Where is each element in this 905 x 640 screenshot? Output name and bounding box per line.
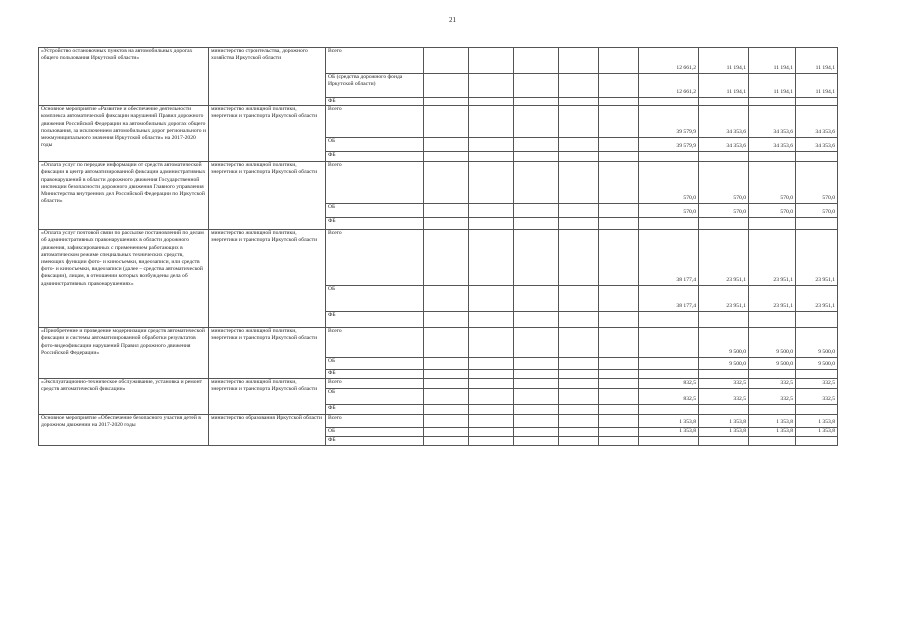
empty-cell <box>469 437 514 445</box>
empty-cell <box>514 98 559 106</box>
amount-cell: 38 177,4 <box>639 286 699 312</box>
amount-cell: 1 353,8 <box>639 415 699 428</box>
empty-cell <box>424 428 469 437</box>
empty-cell <box>514 106 559 138</box>
empty-cell <box>469 230 514 286</box>
empty-cell <box>559 106 599 138</box>
amount-cell: 9 500,0 <box>699 328 749 358</box>
empty-cell <box>559 152 599 162</box>
amount-cell: 570,0 <box>639 162 699 204</box>
empty-cell <box>424 152 469 162</box>
empty-cell <box>424 328 469 358</box>
amount-cell: 11 194,1 <box>796 74 838 98</box>
amount-cell: 34 353,6 <box>796 106 838 138</box>
empty-cell <box>559 328 599 358</box>
table-row <box>39 162 838 204</box>
amount-cell: 9 500,0 <box>749 358 796 370</box>
empty-cell <box>424 204 469 218</box>
funding-source: ФБ <box>326 98 424 106</box>
amount-cell <box>749 405 796 415</box>
amount-cell: 1 353,8 <box>796 415 838 428</box>
funding-source: Всего <box>326 106 424 138</box>
empty-cell <box>424 218 469 230</box>
amount-cell: 23 951,1 <box>749 286 796 312</box>
amount-cell: 570,0 <box>749 162 796 204</box>
empty-cell <box>599 389 639 405</box>
amount-cell: 1 353,8 <box>699 428 749 437</box>
amount-cell <box>796 312 838 328</box>
amount-cell: 23 951,1 <box>699 286 749 312</box>
amount-cell: 1 353,8 <box>749 415 796 428</box>
amount-cell: 570,0 <box>796 162 838 204</box>
amount-cell: 832,5 <box>639 379 699 389</box>
empty-cell <box>559 286 599 312</box>
amount-cell <box>639 358 699 370</box>
amount-cell <box>796 405 838 415</box>
empty-cell <box>559 218 599 230</box>
empty-cell <box>469 152 514 162</box>
empty-cell <box>559 162 599 204</box>
amount-cell: 34 353,6 <box>699 106 749 138</box>
empty-cell <box>424 379 469 389</box>
table-row <box>39 106 838 138</box>
amount-cell <box>699 312 749 328</box>
funding-source: Всего <box>326 162 424 204</box>
amount-cell: 23 951,1 <box>699 230 749 286</box>
amount-cell: 9 500,0 <box>796 328 838 358</box>
empty-cell <box>514 389 559 405</box>
table-row <box>39 415 838 428</box>
amount-cell: 11 194,1 <box>699 74 749 98</box>
empty-cell <box>514 437 559 445</box>
empty-cell <box>559 370 599 379</box>
empty-cell <box>514 218 559 230</box>
empty-cell <box>469 286 514 312</box>
amount-cell <box>639 152 699 162</box>
amount-cell: 23 951,1 <box>749 230 796 286</box>
funding-source: ОБ <box>326 204 424 218</box>
empty-cell <box>424 286 469 312</box>
table-row <box>39 379 838 389</box>
empty-cell <box>599 98 639 106</box>
amount-cell: 570,0 <box>749 204 796 218</box>
responsible-executor: министерство жилищной политики, энергетики и транспорта Иркутской области <box>209 328 326 379</box>
amount-cell: 34 353,6 <box>749 106 796 138</box>
empty-cell <box>514 328 559 358</box>
amount-cell <box>796 152 838 162</box>
amount-cell: 39 579,9 <box>639 106 699 138</box>
amount-cell <box>639 437 699 445</box>
empty-cell <box>469 98 514 106</box>
amount-cell: 332,5 <box>796 389 838 405</box>
empty-cell <box>599 428 639 437</box>
amount-cell <box>699 218 749 230</box>
amount-cell <box>639 328 699 358</box>
funding-source: ОБ <box>326 389 424 405</box>
funding-source: Всего <box>326 328 424 358</box>
funding-source: ФБ <box>326 152 424 162</box>
amount-cell: 39 579,9 <box>639 138 699 152</box>
empty-cell <box>424 405 469 415</box>
amount-cell: 332,5 <box>699 389 749 405</box>
empty-cell <box>469 405 514 415</box>
amount-cell <box>699 370 749 379</box>
empty-cell <box>424 230 469 286</box>
empty-cell <box>424 312 469 328</box>
amount-cell: 570,0 <box>699 162 749 204</box>
page-number: 21 <box>449 16 456 24</box>
responsible-executor: министерство жилищной политики, энергетики и транспорта Иркутской области <box>209 379 326 415</box>
activity-name: Основное мероприятие «Развитие и обеспечение деятельности комплекса автоматической фиксации нарушений Правил дорожного движения Российской Федерации на автомобильных дорогах общего пользования, за исключением автомобильных дорог регионального и межмуниципального значения Иркутской области» на 2017-2020 годы <box>39 106 209 162</box>
table-row <box>39 230 838 286</box>
empty-cell <box>424 98 469 106</box>
empty-cell <box>559 428 599 437</box>
responsible-executor: министерство жилищной политики, энергетики и транспорта Иркутской области <box>209 106 326 162</box>
responsible-executor: министерство жилищной политики, энергетики и транспорта Иркутской области <box>209 230 326 328</box>
empty-cell <box>599 415 639 428</box>
amount-cell <box>796 98 838 106</box>
empty-cell <box>599 162 639 204</box>
empty-cell <box>469 162 514 204</box>
empty-cell <box>514 358 559 370</box>
activity-name: «Оплата услуг почтовой связи по рассылке постановлений по делам об административных правонарушениях в области дорожного движения, зафиксированных с применением работающих в автоматическом режиме специальных технических средств, имеющих функции фото- и киносъемки, видеозаписи, или средств фото- и киносъемки, видеозаписи (далее – средства автоматической фиксации), лицам, в отношении которых возбуждены дела об административных правонарушениях» <box>39 230 209 328</box>
empty-cell <box>469 328 514 358</box>
funding-source: Всего <box>326 48 424 74</box>
amount-cell: 11 194,1 <box>796 48 838 74</box>
amount-cell <box>749 218 796 230</box>
empty-cell <box>599 358 639 370</box>
amount-cell <box>639 98 699 106</box>
empty-cell <box>424 389 469 405</box>
amount-cell: 34 353,6 <box>749 138 796 152</box>
amount-cell <box>796 218 838 230</box>
empty-cell <box>424 138 469 152</box>
empty-cell <box>559 358 599 370</box>
amount-cell <box>749 437 796 445</box>
empty-cell <box>469 204 514 218</box>
empty-cell <box>469 48 514 74</box>
activity-name: «Эксплуатационно-техническое обслуживание, установка и ремонт средств автоматической фиксации» <box>39 379 209 415</box>
empty-cell <box>514 286 559 312</box>
responsible-executor: министерство жилищной политики, энергетики и транспорта Иркутской области <box>209 162 326 230</box>
activity-name: «Приобретение и проведение модернизации средств автоматической фиксации и системы автоматизированной обработки результатов фото-видеофиксации нарушений Правил дорожного движения Российской Федерации» <box>39 328 209 379</box>
empty-cell <box>599 312 639 328</box>
empty-cell <box>559 415 599 428</box>
amount-cell <box>699 152 749 162</box>
funding-source: ОБ (средства дорожного фонда Иркутской области) <box>326 74 424 98</box>
empty-cell <box>599 286 639 312</box>
amount-cell: 1 353,8 <box>749 428 796 437</box>
amount-cell <box>639 370 699 379</box>
amount-cell <box>749 98 796 106</box>
amount-cell: 38 177,4 <box>639 230 699 286</box>
empty-cell <box>599 230 639 286</box>
amount-cell <box>639 218 699 230</box>
empty-cell <box>514 48 559 74</box>
amount-cell: 12 661,2 <box>639 74 699 98</box>
amount-cell: 34 353,6 <box>796 138 838 152</box>
amount-cell <box>699 98 749 106</box>
amount-cell: 332,5 <box>699 379 749 389</box>
empty-cell <box>424 48 469 74</box>
empty-cell <box>559 98 599 106</box>
funding-source: ОБ <box>326 138 424 152</box>
empty-cell <box>599 328 639 358</box>
amount-cell <box>639 405 699 415</box>
amount-cell: 570,0 <box>639 204 699 218</box>
empty-cell <box>599 405 639 415</box>
amount-cell: 23 951,1 <box>796 230 838 286</box>
amount-cell <box>796 437 838 445</box>
empty-cell <box>514 405 559 415</box>
amount-cell: 570,0 <box>699 204 749 218</box>
empty-cell <box>424 358 469 370</box>
empty-cell <box>469 428 514 437</box>
empty-cell <box>559 48 599 74</box>
amount-cell: 12 661,2 <box>639 48 699 74</box>
empty-cell <box>469 74 514 98</box>
amount-cell: 332,5 <box>749 379 796 389</box>
funding-source: Всего <box>326 230 424 286</box>
activity-name: Основное мероприятие «Обеспечение безопасного участия детей в дорожном движении на 2017-2020 годы <box>39 415 209 445</box>
amount-cell: 570,0 <box>796 204 838 218</box>
empty-cell <box>469 218 514 230</box>
empty-cell <box>599 74 639 98</box>
empty-cell <box>469 358 514 370</box>
empty-cell <box>599 138 639 152</box>
empty-cell <box>559 389 599 405</box>
table-row <box>39 48 838 74</box>
empty-cell <box>559 204 599 218</box>
empty-cell <box>559 379 599 389</box>
amount-cell: 11 194,1 <box>749 74 796 98</box>
empty-cell <box>599 106 639 138</box>
empty-cell <box>514 162 559 204</box>
amount-cell: 1 353,8 <box>699 415 749 428</box>
empty-cell <box>469 389 514 405</box>
empty-cell <box>559 405 599 415</box>
empty-cell <box>424 74 469 98</box>
funding-source: ФБ <box>326 437 424 445</box>
funding-source: Всего <box>326 415 424 428</box>
empty-cell <box>424 106 469 138</box>
amount-cell: 9 500,0 <box>796 358 838 370</box>
funding-source: ФБ <box>326 312 424 328</box>
funding-source: ОБ <box>326 286 424 312</box>
funding-source: ОБ <box>326 428 424 437</box>
amount-cell: 332,5 <box>749 389 796 405</box>
empty-cell <box>514 204 559 218</box>
empty-cell <box>559 138 599 152</box>
funding-source: Всего <box>326 379 424 389</box>
empty-cell <box>599 204 639 218</box>
amount-cell <box>699 437 749 445</box>
empty-cell <box>514 138 559 152</box>
empty-cell <box>514 312 559 328</box>
empty-cell <box>599 379 639 389</box>
empty-cell <box>514 152 559 162</box>
empty-cell <box>599 152 639 162</box>
empty-cell <box>514 370 559 379</box>
amount-cell <box>796 370 838 379</box>
amount-cell: 332,5 <box>796 379 838 389</box>
empty-cell <box>599 218 639 230</box>
empty-cell <box>559 74 599 98</box>
empty-cell <box>514 74 559 98</box>
responsible-executor: министерство образования Иркутской области <box>209 415 326 445</box>
amount-cell: 23 951,1 <box>796 286 838 312</box>
amount-cell: 9 500,0 <box>699 358 749 370</box>
empty-cell <box>559 312 599 328</box>
amount-cell <box>639 312 699 328</box>
funding-source: ФБ <box>326 405 424 415</box>
empty-cell <box>514 230 559 286</box>
empty-cell <box>469 370 514 379</box>
empty-cell <box>424 370 469 379</box>
responsible-executor: министерство строительства, дорожного хозяйства Иркутской области <box>209 48 326 106</box>
amount-cell: 11 194,1 <box>699 48 749 74</box>
funding-source: ФБ <box>326 218 424 230</box>
empty-cell <box>469 379 514 389</box>
empty-cell <box>514 428 559 437</box>
empty-cell <box>514 379 559 389</box>
empty-cell <box>469 312 514 328</box>
empty-cell <box>559 437 599 445</box>
empty-cell <box>514 415 559 428</box>
empty-cell <box>599 370 639 379</box>
funding-source: ФБ <box>326 370 424 379</box>
amount-cell <box>749 312 796 328</box>
amount-cell: 34 353,6 <box>699 138 749 152</box>
amount-cell <box>749 370 796 379</box>
amount-cell: 832,5 <box>639 389 699 405</box>
empty-cell <box>599 437 639 445</box>
empty-cell <box>469 415 514 428</box>
activity-name: «Оплата услуг по передаче информации от средств автоматической фиксации в центр автоматизированной фиксации административных правонарушений в области дорожного движения Государственной инспекции безопасности дорожного движения Главного управления Министерства внутренних дел Российской Федерации по Иркутской области» <box>39 162 209 230</box>
table-row <box>39 328 838 358</box>
empty-cell <box>559 230 599 286</box>
empty-cell <box>469 106 514 138</box>
budget-table <box>38 47 838 446</box>
amount-cell: 9 500,0 <box>749 328 796 358</box>
empty-cell <box>424 437 469 445</box>
empty-cell <box>469 138 514 152</box>
activity-name: «Устройство остановочных пунктов на автомобильных дорогах общего пользования Иркутской области» <box>39 48 209 106</box>
amount-cell <box>699 405 749 415</box>
amount-cell <box>749 152 796 162</box>
amount-cell: 1 353,8 <box>796 428 838 437</box>
amount-cell: 1 353,8 <box>639 428 699 437</box>
empty-cell <box>424 162 469 204</box>
empty-cell <box>599 48 639 74</box>
funding-source: ОБ <box>326 358 424 370</box>
amount-cell: 11 194,1 <box>749 48 796 74</box>
empty-cell <box>424 415 469 428</box>
